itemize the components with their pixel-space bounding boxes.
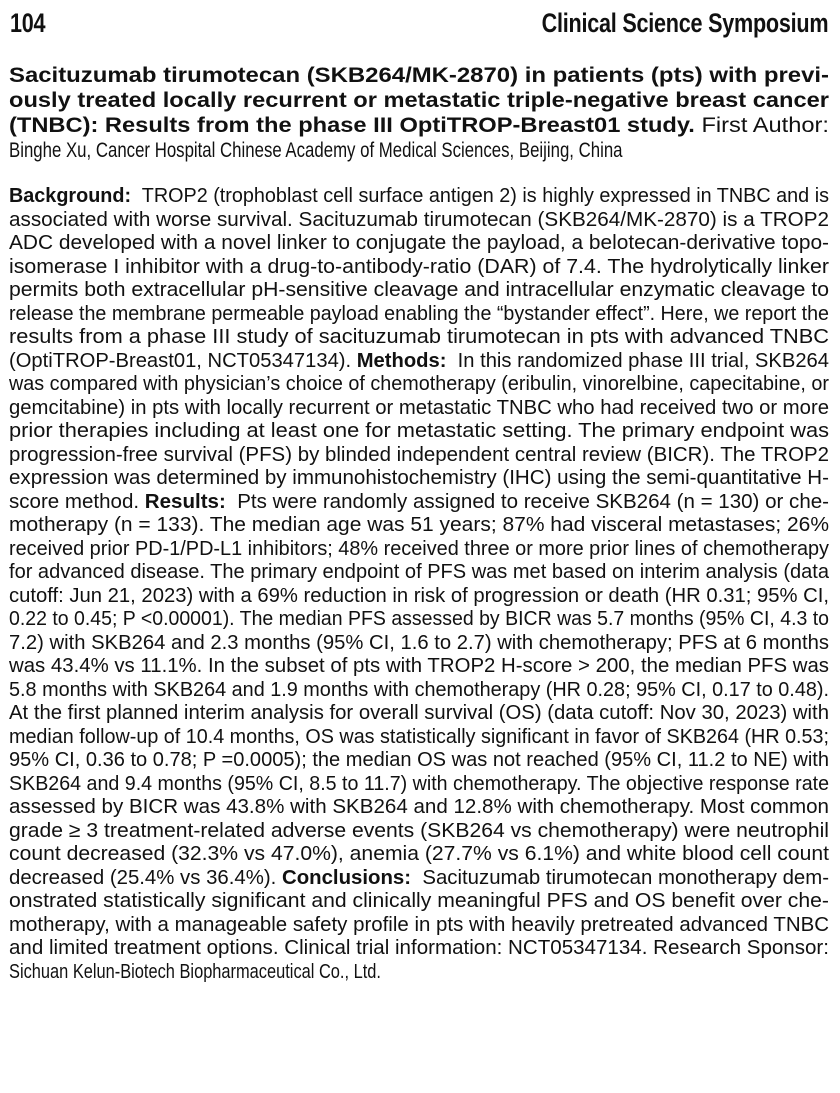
- body-line: [9, 678, 829, 702]
- body-text-segment: SKB264 and 9.4 months (95% CI, 8.5 to 11.7) with chemotherapy. The objective response rate: [9, 771, 829, 795]
- title-text: ously treated locally recurrent or metastatic triple-negative breast cancer: [9, 89, 829, 112]
- body-text-segment: was compared with physician’s choice of chemotherapy (eribulin, vinorelbine, capecitabine, or: [9, 372, 829, 395]
- section-label-background: Background:: [9, 184, 132, 207]
- body-line: [9, 913, 829, 937]
- body-line-text: [9, 584, 829, 608]
- body-line: [9, 208, 829, 232]
- body-line: [9, 419, 829, 443]
- body-line-text: [9, 466, 829, 490]
- body-line-text: [9, 443, 829, 467]
- body-line: [9, 325, 829, 349]
- body-line-text: [9, 255, 829, 279]
- body-line: [9, 701, 829, 725]
- body-text-segment: assessed by BICR was 43.8% with SKB264 and 12.8% with chemotherapy. Most common: [9, 795, 829, 818]
- body-text-segment: cutoff: Jun 21, 2023) with a 69% reduction in risk of progression or death (HR 0.31; 95% CI,: [9, 583, 829, 607]
- title-text: (TNBC): Results from the phase III OptiTROP-Breast01 study.: [9, 114, 695, 137]
- body-line-text: [9, 748, 829, 772]
- body-line: [9, 537, 829, 561]
- body-text-segment: At the first planned interim analysis for overall survival (OS) (data cutoff: Nov 30, 2023) with: [9, 701, 829, 724]
- body-text-segment: gemcitabine) in pts with locally recurrent or metastatic TNBC who had received two or more: [9, 395, 829, 419]
- body-text-segment: median follow-up of 10.4 months, OS was statistically significant in favor of SKB264 (HR 0.53;: [9, 724, 829, 748]
- body-text-segment: score method.: [9, 489, 145, 513]
- section-label-methods: Methods:: [356, 348, 447, 372]
- body-line: [9, 889, 829, 913]
- body-line-text: [9, 795, 829, 819]
- body-line-text: [9, 678, 829, 702]
- body-line-text: [9, 278, 829, 302]
- body-line: [9, 396, 829, 420]
- title-text: Sacituzumab tirumotecan (SKB264/MK-2870) in patients (pts) with previ-: [9, 64, 829, 87]
- body-line: [9, 278, 829, 302]
- body-line-text: [9, 208, 829, 232]
- body-line-text: [9, 231, 829, 255]
- body-line-text: [9, 842, 829, 866]
- body-text-segment: TROP2 (trophoblast cell surface antigen 2) is highly expressed in TNBC and is: [131, 184, 829, 207]
- body-line: [9, 513, 829, 537]
- body-line-text: [9, 302, 829, 326]
- body-text-segment: 95% CI, 0.36 to 0.78; P =0.0005); the median OS was not reached (95% CI, 11.2 to NE) with: [9, 748, 829, 771]
- body-text-segment: isomerase I inhibitor with a drug-to-antibody-ratio (DAR) of 7.4. The hydrolytically linker: [9, 254, 829, 278]
- body-line: [9, 842, 829, 866]
- body-line-text: [9, 913, 829, 937]
- body-text-segment: progression-free survival (PFS) by blinded independent central review (BICR). The TROP2: [9, 442, 829, 466]
- body-line-text: [9, 772, 829, 796]
- body-text-segment: release the membrane permeable payload enabling the “bystander effect”. Here, we report the: [9, 301, 829, 325]
- body-text-segment: was 43.4% vs 11.1%. In the subset of pts with TROP2 H-score > 200, the median PFS was: [9, 654, 829, 677]
- body-text-segment: prior therapies including at least one for metastatic setting. The primary endpoint was: [9, 419, 829, 442]
- body-text-segment: ADC developed with a novel linker to conjugate the payload, a belotecan-derivative topo-: [9, 231, 829, 254]
- body-line: [9, 255, 829, 279]
- body-line: [9, 936, 829, 960]
- page-header: [10, 8, 828, 48]
- body-line-text: [9, 701, 829, 725]
- body-line-text: [9, 654, 829, 678]
- body-line-text: [9, 960, 381, 984]
- body-line-text: [9, 419, 829, 443]
- body-line: [9, 372, 829, 396]
- body-text-segment: grade ≥ 3 treatment-related adverse events (SKB264 vs chemotherapy) were neutrophil: [9, 818, 830, 842]
- body-line: [9, 631, 829, 655]
- page-number: 104: [10, 8, 46, 38]
- first-author-label: First Author:: [701, 114, 829, 137]
- body-line: [9, 748, 829, 772]
- body-line: [9, 584, 829, 608]
- section-name: Clinical Science Symposium: [541, 8, 828, 38]
- title-line: [9, 63, 829, 88]
- body-line-text: [9, 889, 829, 913]
- body-line: [9, 302, 829, 326]
- body-line: [9, 772, 829, 796]
- body-line-text: [9, 607, 829, 631]
- title-line: [9, 113, 829, 138]
- body-text-segment: Sichuan Kelun-Biotech Biopharmaceutical Co., Ltd.: [9, 959, 381, 983]
- abstract-body: [9, 184, 829, 983]
- body-line: [9, 819, 829, 843]
- body-line: [9, 795, 829, 819]
- section-label-conclusions: Conclusions:: [281, 865, 412, 889]
- body-line: [9, 184, 829, 208]
- body-line: [9, 866, 829, 890]
- title-author-line: [9, 113, 829, 138]
- body-text-segment: 0.22 to 0.45; P <0.00001). The median PFS assessed by BICR was 5.7 months (95% CI, 4.3 to: [9, 607, 829, 630]
- body-line-text: [9, 325, 829, 349]
- body-text-segment: for advanced disease. The primary endpoint of PFS was met based on interim analysis (data: [9, 560, 829, 583]
- body-text-segment: results from a phase III study of sacituzumab tirumotecan in pts with advanced TNBC: [9, 325, 829, 348]
- body-line: [9, 443, 829, 467]
- body-line-text: [9, 396, 829, 420]
- body-line: [9, 654, 829, 678]
- body-line-text: [9, 819, 829, 843]
- body-line-text: [9, 866, 829, 890]
- body-text-segment: received prior PD-1/PD-L1 inhibitors; 48% received three or more prior lines of chemotherapy: [9, 536, 829, 560]
- body-line-text: [9, 349, 829, 373]
- body-line-text: [9, 372, 829, 396]
- body-line: [9, 725, 829, 749]
- body-line-text: [9, 725, 829, 749]
- body-line: [9, 960, 829, 984]
- body-line: [9, 560, 829, 584]
- body-line-text: [9, 537, 829, 561]
- abstract-title: [9, 63, 829, 163]
- body-text-segment: 7.2) with SKB264 and 2.3 months (95% CI, 1.6 to 2.7) with chemotherapy; PFS at 6 months: [9, 630, 829, 654]
- body-text-segment: Sacituzumab tirumotecan monotherapy dem-: [411, 865, 829, 889]
- body-line-text: [9, 490, 829, 514]
- body-text-segment: permits both extracellular pH-sensitive cleavage and intracellular enzymatic cleavage to: [9, 278, 829, 301]
- body-text-segment: motherapy, with a manageable safety profile in pts with heavily pretreated advanced TNBC: [9, 912, 829, 936]
- body-line: [9, 607, 829, 631]
- body-text-segment: and limited treatment options. Clinical trial information: NCT05347134. Research Sponsor:: [9, 936, 830, 959]
- body-text-segment: In this randomized phase III trial, SKB264: [446, 348, 829, 372]
- body-text-segment: decreased (25.4% vs 36.4%).: [9, 865, 282, 889]
- author-line: [9, 138, 829, 163]
- body-text-segment: (OptiTROP-Breast01, NCT05347134).: [9, 348, 357, 372]
- body-line: [9, 349, 829, 373]
- body-line: [9, 490, 829, 514]
- section-label-results: Results:: [144, 489, 226, 513]
- author-affiliation: Binghe Xu, Cancer Hospital Chinese Academy of Medical Sciences, Beijing, China: [9, 139, 623, 162]
- body-line-text: [9, 513, 829, 537]
- body-text-segment: associated with worse survival. Sacituzumab tirumotecan (SKB264/MK-2870) is a TROP2: [9, 207, 829, 231]
- body-text-segment: Pts were randomly assigned to receive SKB264 (n = 130) or che-: [225, 489, 830, 513]
- body-line-text: [9, 560, 829, 584]
- body-line-text: [9, 184, 829, 208]
- body-text-segment: motherapy (n = 133). The median age was 51 years; 87% had visceral metastases; 26%: [9, 513, 829, 536]
- body-text-segment: 5.8 months with SKB264 and 1.9 months with chemotherapy (HR 0.28; 95% CI, 0.17 to 0.48).: [9, 677, 829, 701]
- body-line: [9, 466, 829, 490]
- body-text-segment: count decreased (32.3% vs 47.0%), anemia (27.7% vs 6.1%) and white blood cell count: [9, 842, 830, 865]
- body-line: [9, 231, 829, 255]
- body-text-segment: onstrated statistically significant and clinically meaningful PFS and OS benefit over che-: [9, 889, 829, 912]
- body-line-text: [9, 631, 829, 655]
- body-text-segment: expression was determined by immunohistochemistry (IHC) using the semi-quantitative H-: [9, 466, 829, 489]
- body-line-text: [9, 936, 829, 960]
- title-line: [9, 88, 829, 113]
